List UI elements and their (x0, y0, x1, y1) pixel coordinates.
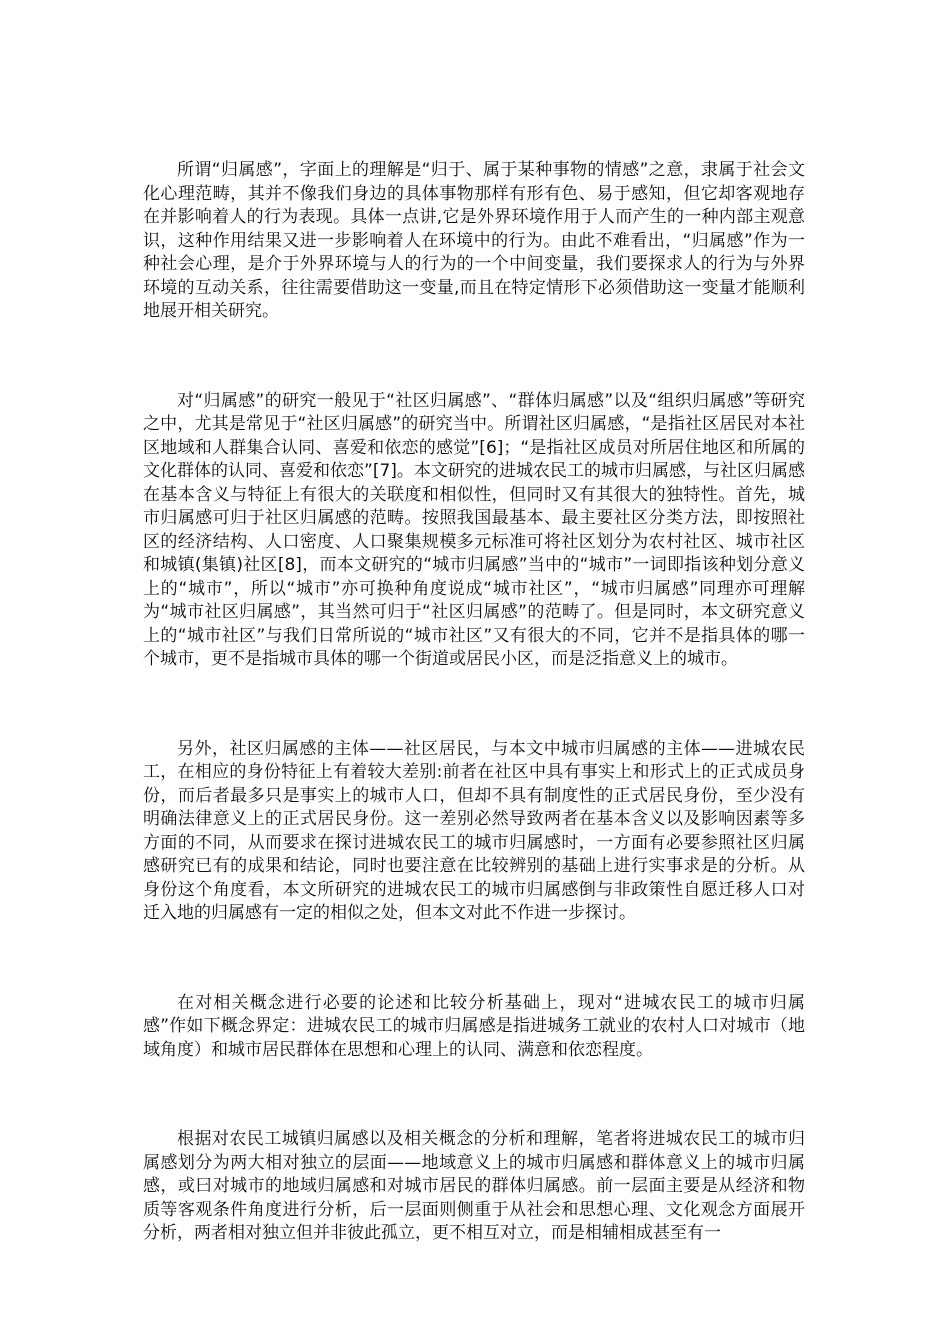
paragraph-community-belonging: 对“归属感”的研究一般见于“社区归属感”、“群体归属感”以及“组织归属感”等研究之中，尤其是常见于“社区归属感”的研究当中。所谓社区归属感，“是指社区居民对本社区地域和人群集合认同、喜爱和依恋的感觉”[6]；“是指社区成员对所居住地区和所属的文化群体的认同、喜爱和依恋”[7]。本文研究的进城农民工的城市归属感，与社区归属感在基本含义与特征上有很大的关联度和相似性，但同时又有其很大的独特性。首先，城市归属感可归于社区归属感的范畴。按照我国最基本、最主要社区分类方法，即按照社区的经济结构、人口密度、人口聚集规模多元标准可将社区划分为农村社区、城市社区和城镇(集镇)社区[8]，而本文研究的“城市归属感”当中的“城市”一词即指该种划分意义上的“城市”，所以“城市”亦可换种角度说成“城市社区”，“城市归属感”同理亦可理解为“城市社区归属感”，其当然可归于“社区归属感”的范畴了。但是同时，本文研究意义上的“城市社区”与我们日常所说的“城市社区”又有很大的不同，它并不是指具体的哪一个城市，更不是指城市具体的哪一个街道或居民小区，而是泛指意义上的城市。 (143, 390, 805, 669)
document-page (143, 143, 805, 1246)
paragraph-belonging-definition: 所谓“归属感”，字面上的理解是“归于、属于某种事物的情感”之意，隶属于社会文化心理范畴，其并不像我们身边的具体事物那样有形有色、易于感知，但它却客观地存在并影响着人的行为表现。具体一点讲,它是外界环境作用于人而产生的一种内部主观意识，这种作用结果又进一步影响着人在环境中的行为。由此不难看出，“归属感”作为一种社会心理，是介于外界环境与人的行为的一个中间变量，我们要探求人的行为与外界环境的互动关系，往往需要借助这一变量,而且在特定情形下必须借助这一变量才能顺利地展开相关研究。 (143, 160, 805, 321)
paragraph-two-dimensions: 根据对农民工城镇归属感以及相关概念的分析和理解，笔者将进城农民工的城市归属感划分为两大相对独立的层面——地域意义上的城市归属感和群体意义上的城市归属感，或曰对城市的地域归属感和对城市居民的群体归属感。前一层面主要是从经济和物质等客观条件角度进行分析，后一层面则侧重于从社会和思想心理、文化观念方面展开分析，两者相对独立但并非彼此孤立，更不相互对立，而是相辅相成甚至有一 (143, 1129, 805, 1243)
paragraph-subject-difference: 另外，社区归属感的主体——社区居民，与本文中城市归属感的主体——进城农民工，在相应的身份特征上有着较大差别:前者在社区中具有事实上和形式上的正式成员身份，而后者最多只是事实上的城市人口，但却不具有制度性的正式居民身份，至少没有明确法律意义上的正式居民身份。这一差别必然导致两者在基本含义以及影响因素等多方面的不同，从而要求在探讨进城农民工的城市归属感时，一方面有必要参照社区归属感研究已有的成果和结论，同时也要注意在比较辨别的基础上进行实事求是的分析。从身份这个角度看，本文所研究的进城农民工的城市归属感倒与非政策性自愿迁移人口对迁入地的归属感有一定的相似之处，但本文对此不作进一步探讨。 (143, 738, 805, 923)
paragraph-concept-definition: 在对相关概念进行必要的论述和比较分析基础上，现对“进城农民工的城市归属感”作如下概念界定：进城农民工的城市归属感是指进城务工就业的农村人口对城市（地域角度）和城市居民群体在思想和心理上的认同、满意和依恋程度。 (143, 992, 805, 1060)
